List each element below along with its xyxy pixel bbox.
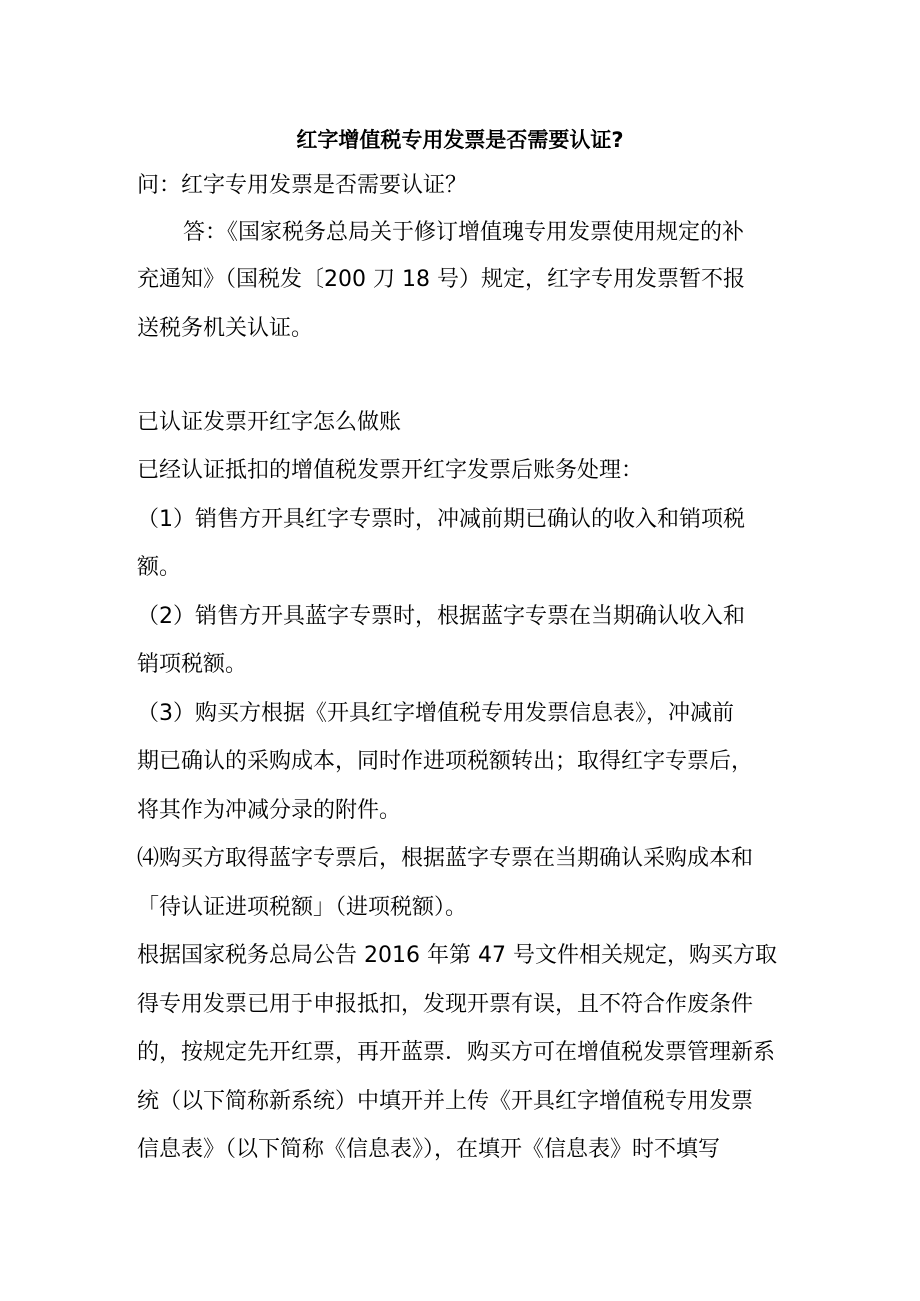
paragraph-line: 已经认证抵扣的增值税发票开红字发票后账务处理：: [137, 458, 644, 483]
item-2-line-2: 销项税额。: [137, 652, 248, 677]
item-4-line-1: ⑷购买方取得蓝字专票后，根据蓝字专票在当期确认采购成本和: [137, 846, 754, 871]
item-1-line-2: 额。: [137, 555, 182, 580]
section-heading: 已认证发票开红字怎么做账: [137, 410, 402, 435]
paragraph-line: 的，按规定先开红票，再开蓝票．购买方可在增值税发票管理新系: [137, 1040, 776, 1065]
item-2-line-1: （2）销售方开具蓝字专票时，根据蓝字专票在当期确认收入和: [137, 604, 745, 629]
item-3-line-3: 将其作为冲减分录的附件。: [137, 798, 402, 823]
item-3-line-2: 期已确认的采购成本，同时作进项税额转出；取得红字专票后，: [137, 749, 754, 774]
paragraph-line: 信息表》（以下简称《信息表》），在填开《信息表》时不填写: [137, 1137, 721, 1162]
item-1-line-1: （1）销售方开具红字专票时，冲减前期已确认的收入和销项税: [137, 507, 745, 532]
paragraph-line: 统（以下简称新系统）中填开并上传《开具红字增值税专用发票: [137, 1089, 754, 1114]
paragraph-line: 根据国家税务总局公告 2016 年第 47 号文件相关规定，购买方取: [137, 943, 777, 968]
item-3-line-1: （3）购买方根据《开具红字增值税专用发票信息表》，冲减前: [137, 701, 734, 726]
answer-line-3: 送税务机关认证。: [137, 316, 314, 341]
answer-line-1: 答：《国家税务总局关于修订增值瑰专用发票使用规定的补: [183, 220, 745, 245]
paragraph-line: 得专用发票已用于申报抵扣，发现开票有误，且不符合作废条件: [137, 992, 754, 1017]
question-line: 问：红字专用发票是否需要认证？: [137, 173, 468, 198]
answer-line-2: 充通知》（国税发〔200 刀 18 号）规定，红字专用发票暂不报: [137, 267, 745, 292]
document-title: 红字增值税专用发票是否需要认证?: [296, 128, 624, 152]
item-4-line-2: 「待认证进项税额」（进项税额）。: [137, 895, 468, 920]
